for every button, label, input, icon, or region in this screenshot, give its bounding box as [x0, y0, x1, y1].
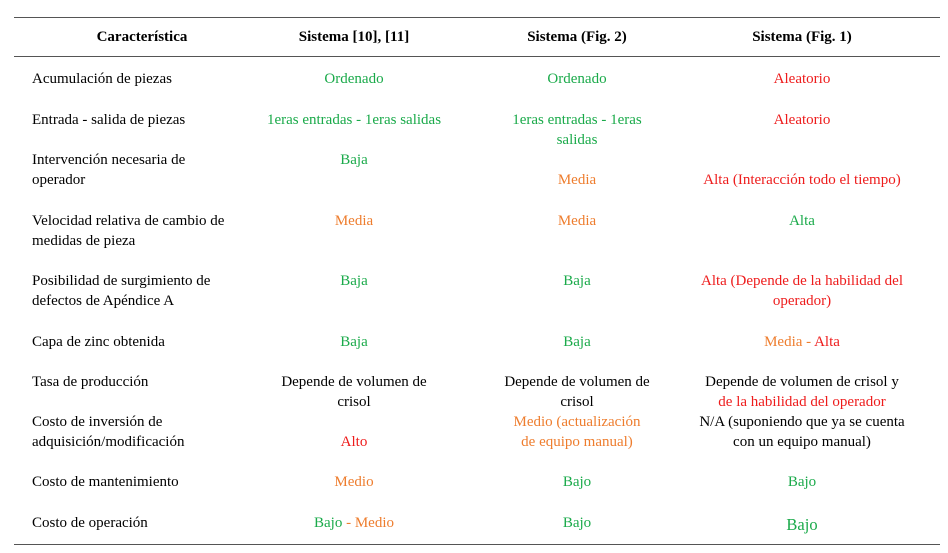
cell-line: con un equipo manual)	[733, 434, 871, 450]
row-label-tasa-produccion: Tasa de producción	[32, 374, 149, 390]
cell-acumulacion-c1: Ordenado	[324, 71, 384, 87]
cell-line: operador)	[772, 293, 832, 309]
label-line: Intervención necesaria de	[32, 152, 186, 168]
cell-costo-operacion-c1	[246, 513, 462, 533]
label-line: medidas de pieza	[32, 233, 136, 249]
label-line: operador	[32, 172, 86, 188]
cell-costo-inversion-c2	[474, 412, 680, 452]
cell-capa-zinc-c1: Baja	[340, 334, 368, 350]
cell-line: salidas	[556, 132, 598, 148]
cell-line: Medio (actualización	[513, 414, 641, 430]
cell-posibilidad-c1: Baja	[340, 273, 368, 289]
cell-acumulacion-c3: Aleatorio	[773, 71, 831, 87]
header-sistema-fig1: Sistema (Fig. 1)	[752, 29, 852, 45]
header-sistema-10-11: Sistema [10], [11]	[298, 29, 410, 45]
row-label-capa-zinc: Capa de zinc obtenida	[32, 334, 165, 350]
cell-velocidad-c3: Alta	[789, 213, 815, 229]
row-label-costo-inversion	[32, 412, 257, 452]
label-line: adquisición/modificación	[32, 434, 185, 450]
row-label-costo-operacion: Costo de operación	[32, 515, 148, 531]
row-label-entrada-salida: Entrada - salida de piezas	[32, 112, 186, 128]
label-line: Velocidad relativa de cambio de	[32, 213, 225, 229]
cell-acumulacion-c2: Ordenado	[547, 71, 607, 87]
row-label-intervencion	[32, 150, 257, 190]
header-rule	[14, 56, 940, 57]
value-alta: Alta	[814, 334, 840, 350]
cell-entrada-salida-c1: 1eras entradas - 1eras salidas	[266, 112, 442, 128]
label-line: Costo de inversión de	[32, 414, 163, 430]
cell-entrada-salida-c2	[474, 110, 680, 150]
cell-entrada-salida-c3: Aleatorio	[773, 112, 831, 128]
cell-costo-inversion-c3	[682, 412, 922, 452]
cell-line: crisol	[337, 394, 371, 410]
cell-line: N/A (suponiendo que ya se cuenta	[699, 414, 905, 430]
cell-velocidad-c1: Media	[334, 213, 374, 229]
value-bajo: Bajo	[313, 515, 343, 531]
cell-capa-zinc-c2: Baja	[563, 334, 591, 350]
bottom-rule	[14, 544, 940, 545]
cell-line: Depende de volumen de	[281, 374, 427, 390]
cell-line: Depende de volumen de	[504, 374, 650, 390]
label-line: defectos de Apéndice A	[32, 293, 175, 309]
cell-costo-inversion-c1: Alto	[340, 434, 368, 450]
cell-costo-operacion-c2: Bajo	[562, 515, 592, 531]
row-label-velocidad	[32, 211, 257, 251]
value-separator: -	[802, 334, 815, 350]
cell-line: de equipo manual)	[521, 434, 633, 450]
top-rule	[14, 17, 940, 18]
cell-line: Depende de volumen de crisol y	[705, 374, 899, 390]
cell-costo-mantenimiento-c3: Bajo	[787, 474, 817, 490]
cell-tasa-produccion-c1	[246, 372, 462, 412]
cell-intervencion-c3: Alta (Interacción todo el tiempo)	[703, 172, 901, 188]
row-label-acumulacion: Acumulación de piezas	[32, 71, 172, 87]
cell-capa-zinc-c3	[682, 332, 922, 352]
cell-line: de la habilidad del operador	[718, 394, 886, 410]
header-caracteristica: Característica	[96, 29, 188, 45]
cell-line: crisol	[560, 394, 594, 410]
cell-posibilidad-c2: Baja	[563, 273, 591, 289]
value-medio: Medio	[354, 515, 394, 531]
cell-line: Alta (Depende de la habilidad del	[700, 273, 903, 289]
cell-costo-mantenimiento-c1: Medio	[334, 474, 374, 490]
cell-tasa-produccion-c3	[682, 372, 922, 412]
row-label-posibilidad	[32, 271, 257, 311]
row-label-costo-mantenimiento: Costo de mantenimiento	[32, 474, 179, 490]
value-media: Media	[764, 334, 803, 350]
cell-line: 1eras entradas - 1eras	[512, 112, 642, 128]
header-sistema-fig2: Sistema (Fig. 2)	[527, 29, 627, 45]
cell-intervencion-c1: Baja	[340, 152, 368, 168]
cell-tasa-produccion-c2	[474, 372, 680, 412]
cell-posibilidad-c3	[682, 271, 922, 311]
cell-intervencion-c2: Media	[557, 172, 597, 188]
cell-costo-operacion-c3: Bajo	[786, 515, 818, 534]
cell-costo-mantenimiento-c2: Bajo	[562, 474, 592, 490]
label-line: Posibilidad de surgimiento de	[32, 273, 211, 289]
cell-velocidad-c2: Media	[557, 213, 597, 229]
value-separator: -	[342, 515, 355, 531]
